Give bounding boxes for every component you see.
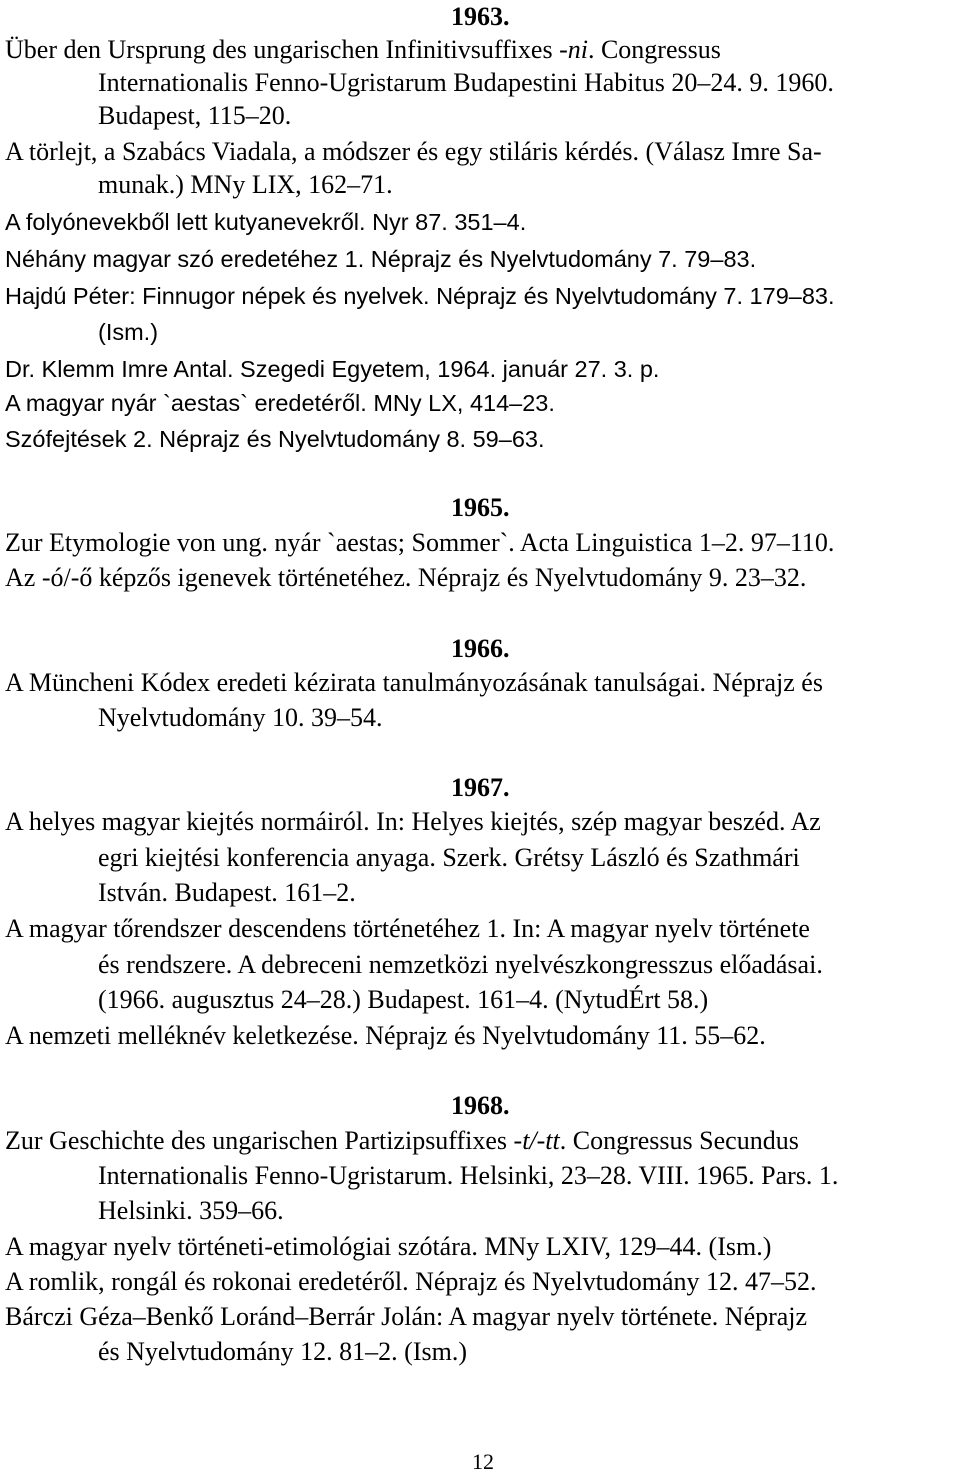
bibliography-entry: A helyes magyar kiejtés normáiról. In: Helyes kiejtés, szép magyar beszéd. Az: [5, 807, 821, 836]
bibliography-entry: A törlejt, a Szabács Viadala, a módszer és egy stiláris kérdés. (Válasz Imre Sa-: [5, 137, 822, 166]
bibliography-entry-continuation: munak.) MNy LIX, 162–71.: [98, 170, 393, 199]
bibliography-entry: Zur Geschichte des ungarischen Partizipsuffixes -t/-tt. Congressus Secundus: [5, 1126, 799, 1155]
bibliography-entry-continuation: Nyelvtudomány 10. 39–54.: [98, 703, 383, 732]
bibliography-entry-continuation: egri kiejtési konferencia anyaga. Szerk. Grétsy László és Szathmári: [98, 843, 800, 872]
year-heading: 1963.: [451, 2, 510, 31]
bibliography-entry: A Müncheni Kódex eredeti kézirata tanulmányozásának tanulságai. Néprajz és: [5, 668, 823, 697]
bibliography-entry-continuation: Budapest, 115–20.: [98, 101, 292, 130]
bibliography-entry: A magyar nyár `aestas` eredetéről. MNy LX, 414–23.: [5, 390, 555, 416]
bibliography-entry-continuation: Helsinki. 359–66.: [98, 1196, 284, 1225]
bibliography-entry: Bárczi Géza–Benkő Loránd–Berrár Jolán: A magyar nyelv története. Néprajz: [5, 1302, 808, 1331]
bibliography-entry: A nemzeti melléknév keletkezése. Néprajz és Nyelvtudomány 11. 55–62.: [5, 1021, 766, 1050]
year-heading: 1967.: [451, 773, 510, 802]
bibliography-entry: Néhány magyar szó eredetéhez 1. Néprajz és Nyelvtudomány 7. 79–83.: [5, 246, 757, 272]
bibliography-entry: A magyar nyelv történeti-etimológiai szótára. MNy LXIV, 129–44. (Ism.): [5, 1232, 772, 1261]
bibliography-entry: A magyar tőrendszer descendens történetéhez 1. In: A magyar nyelv története: [5, 914, 810, 943]
year-heading: 1965.: [451, 493, 510, 522]
bibliography-entry-continuation: (Ism.): [98, 319, 159, 345]
bibliography-entry: Zur Etymologie von ung. nyár `aestas; Sommer`. Acta Linguistica 1–2. 97–110.: [5, 528, 835, 557]
bibliography-entry-continuation: és Nyelvtudomány 12. 81–2. (Ism.): [98, 1337, 468, 1366]
bibliography-entry: A folyónevekből lett kutyanevekről. Nyr 87. 351–4.: [5, 209, 527, 235]
bibliography-entry-continuation: Internationalis Fenno-Ugristarum. Helsinki, 23–28. VIII. 1965. Pars. 1.: [98, 1161, 839, 1190]
bibliography-entry: Über den Ursprung des ungarischen Infinitivsuffixes -ni. Congressus: [5, 35, 721, 64]
bibliography-entry: Szófejtések 2. Néprajz és Nyelvtudomány 8. 59–63.: [5, 426, 545, 452]
bibliography-entry: Az -ó/-ő képzős igenevek történetéhez. Néprajz és Nyelvtudomány 9. 23–32.: [5, 563, 807, 592]
page-number: 12: [472, 1449, 494, 1474]
bibliography-entry: A romlik, rongál és rokonai eredetéről. Néprajz és Nyelvtudomány 12. 47–52.: [5, 1267, 817, 1296]
suffix-marker: -ni: [559, 35, 588, 64]
bibliography-entry-continuation: István. Budapest. 161–2.: [98, 878, 356, 907]
year-heading: 1968.: [451, 1091, 510, 1120]
bibliography-entry: Dr. Klemm Imre Antal. Szegedi Egyetem, 1964. január 27. 3. p.: [5, 356, 660, 382]
bibliography-entry-continuation: Internationalis Fenno-Ugristarum Budapestini Habitus 20–24. 9. 1960.: [98, 68, 834, 97]
suffix-marker: -t/-tt: [513, 1126, 560, 1155]
bibliography-entry-continuation: (1966. augusztus 24–28.) Budapest. 161–4. (NytudÉrt 58.): [98, 985, 709, 1014]
bibliography-entry-continuation: és rendszere. A debreceni nemzetközi nyelvészkongresszus előadásai.: [98, 950, 823, 979]
year-heading: 1966.: [451, 634, 510, 663]
bibliography-entry: Hajdú Péter: Finnugor népek és nyelvek. Néprajz és Nyelvtudomány 7. 179–83.: [5, 283, 835, 309]
